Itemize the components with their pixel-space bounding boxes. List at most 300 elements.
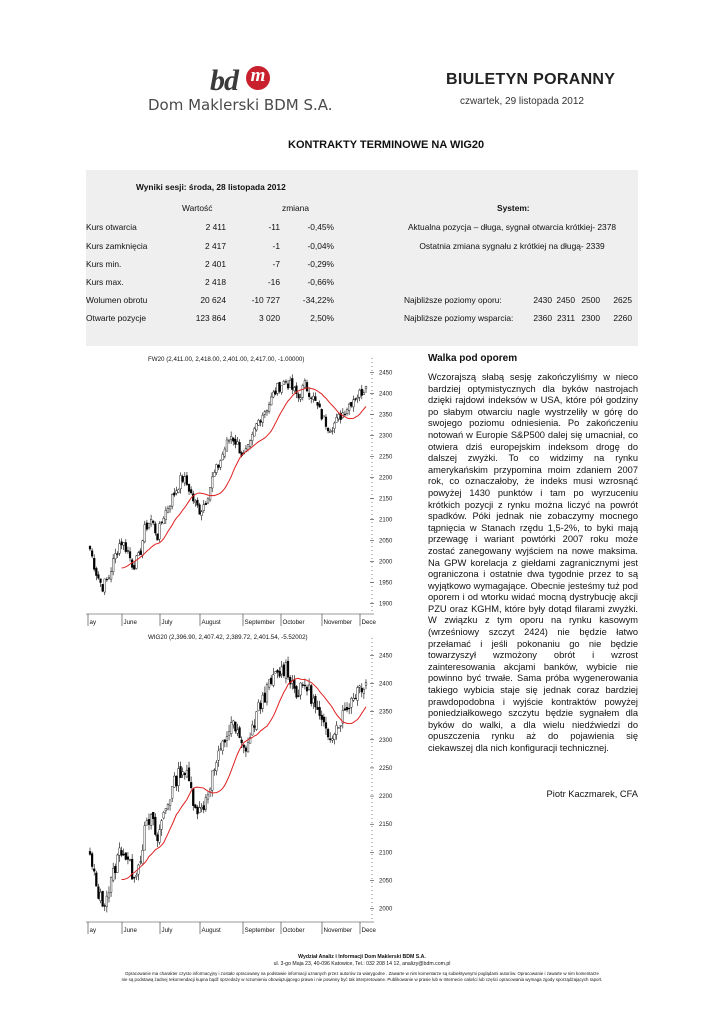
row-pct: -0,45% <box>307 222 334 232</box>
candle-up <box>207 499 209 503</box>
candle-up <box>268 680 270 687</box>
candle-down <box>302 685 304 686</box>
y-tick-label: 2350 <box>379 709 393 716</box>
candle-down <box>190 490 192 493</box>
candle-down <box>325 417 327 427</box>
candle-down <box>327 729 329 737</box>
candle-up <box>169 506 171 509</box>
candle-up <box>119 848 121 855</box>
candle-up <box>205 798 207 810</box>
chart-title: WIG20 (2,396.90, 2,407.42, 2,389.72, 2,401.54, -5.52002) <box>148 634 308 641</box>
candle-up <box>150 815 152 826</box>
candle-down <box>239 728 241 738</box>
candle-up <box>211 477 213 488</box>
candle-up <box>220 749 222 750</box>
x-tick-label: July <box>161 927 173 934</box>
candle-up <box>100 892 102 901</box>
candle-up <box>165 510 167 520</box>
candle-up <box>123 543 125 546</box>
candle-down <box>218 465 220 467</box>
candle-down <box>355 399 357 400</box>
candle-up <box>104 579 106 592</box>
row-label: Otwarte pozycje <box>86 313 147 323</box>
candle-up <box>182 772 184 775</box>
candle-up <box>169 800 171 806</box>
candle-up <box>352 698 354 700</box>
candle-up <box>348 404 350 410</box>
candle-up <box>129 859 131 860</box>
candle-up <box>228 440 230 441</box>
y-tick-label: 2000 <box>379 906 393 913</box>
candle-down <box>152 521 154 523</box>
candle-up <box>163 812 165 818</box>
x-tick-label: September <box>244 619 275 626</box>
candle-down <box>121 542 123 545</box>
candle-up <box>302 385 304 397</box>
candle-up <box>331 431 333 432</box>
candle-down <box>203 805 205 809</box>
candle-up <box>283 381 285 384</box>
y-tick-label: 2100 <box>379 517 393 524</box>
candle-up <box>289 380 291 387</box>
candle-down <box>205 503 207 504</box>
candle-up <box>226 737 228 741</box>
candle-down <box>186 476 188 485</box>
logo-m-circle: m <box>246 66 270 90</box>
candle-up <box>300 398 302 400</box>
candle-down <box>298 696 300 697</box>
candle-down <box>140 551 142 555</box>
candle-up <box>171 787 173 799</box>
company-name: Dom Maklerski BDM S.A. <box>148 96 333 114</box>
candle-up <box>142 541 144 555</box>
candle-down <box>152 812 154 819</box>
candle-up <box>142 850 144 863</box>
candle-down <box>279 671 281 676</box>
candle-down <box>91 551 93 556</box>
footer-disclaimer-2: nie są podstawą żadnej rekomendacji kupna bądź sprzedaży w rozumieniu obowiązującego prawa i nie powinny być tak interpretowane. Publikowanie w prasie lub w Internecie całości lub części opracowania wymaga zgody sporządzających raport. <box>121 977 603 982</box>
charts-area <box>86 352 393 944</box>
candle-down <box>192 494 194 501</box>
candle-down <box>277 670 279 672</box>
footer <box>86 954 638 983</box>
candle-up <box>336 417 338 422</box>
candle-up <box>106 896 108 906</box>
candle-up <box>281 667 283 674</box>
row-label: Kurs max. <box>86 277 124 287</box>
candle-up <box>230 723 232 734</box>
x-tick-label: November <box>323 927 353 934</box>
candle-up <box>226 440 228 451</box>
candle-up <box>186 770 188 777</box>
candle-up <box>346 409 348 413</box>
x-tick-label: June <box>123 927 137 934</box>
candle-down <box>310 686 312 704</box>
candle-down <box>355 698 357 699</box>
y-tick-label: 2450 <box>379 370 393 377</box>
candle-up <box>135 556 137 569</box>
candle-down <box>125 853 127 860</box>
candle-down <box>329 739 331 740</box>
resistance-level: 2625 <box>613 295 632 305</box>
candle-down <box>146 523 148 529</box>
candle-down <box>98 887 100 899</box>
candle-up <box>251 725 253 735</box>
candle-up <box>333 423 335 429</box>
y-tick-label: 2200 <box>379 794 393 801</box>
candle-up <box>108 893 110 898</box>
support-level: 2300 <box>581 313 600 323</box>
row-value: 2 417 <box>205 241 226 251</box>
candle-up <box>258 420 260 425</box>
support-level: 2360 <box>533 313 552 323</box>
article-author: Piotr Kaczmarek, CFA <box>546 789 638 799</box>
candle-down <box>310 398 312 399</box>
candle-down <box>154 524 156 533</box>
y-tick-label: 2050 <box>379 878 393 885</box>
candle-up <box>175 491 177 493</box>
x-tick-label: November <box>323 619 353 626</box>
candle-down <box>127 857 129 860</box>
bulletin-title: BIULETYN PORANNY <box>446 71 616 88</box>
col-header-value: Wartość <box>182 203 213 213</box>
candle-down <box>104 906 106 907</box>
candle-down <box>304 685 306 686</box>
candle-up <box>270 397 272 405</box>
candle-up <box>256 712 258 730</box>
candle-up <box>228 731 230 735</box>
row-change: -7 <box>272 259 280 269</box>
candle-up <box>363 393 365 395</box>
resistance-level: 2450 <box>556 295 575 305</box>
candle-down <box>197 807 199 814</box>
candle-down <box>232 438 234 442</box>
candle-down <box>234 722 236 731</box>
candle-down <box>100 579 102 583</box>
x-tick-label: Dece <box>361 619 376 626</box>
candle-down <box>287 384 289 388</box>
candle-up <box>144 525 146 542</box>
candle-up <box>323 416 325 417</box>
support-label: Najbliższe poziomy wsparcia: <box>404 313 514 323</box>
candle-down <box>253 726 255 728</box>
y-tick-label: 2250 <box>379 454 393 461</box>
bulletin-date: czwartek, 29 listopada 2012 <box>460 96 584 107</box>
candle-up <box>357 688 359 701</box>
candle-down <box>106 579 108 580</box>
candle-up <box>350 698 352 707</box>
candle-down <box>306 382 308 391</box>
row-value: 2 401 <box>205 259 226 269</box>
candle-down <box>180 766 182 777</box>
system-label: System: <box>497 203 530 213</box>
candle-up <box>365 386 367 389</box>
row-value: 2 418 <box>205 277 226 287</box>
candle-up <box>163 518 165 524</box>
candle-up <box>216 763 218 771</box>
candle-down <box>192 789 194 806</box>
candle-down <box>315 696 317 707</box>
candle-up <box>262 415 264 422</box>
candle-up <box>312 698 314 703</box>
candle-down <box>293 680 295 689</box>
y-tick-label: 2050 <box>379 538 393 545</box>
y-tick-label: 2300 <box>379 737 393 744</box>
candle-up <box>112 559 114 572</box>
row-change: -16 <box>267 277 280 287</box>
candle-up <box>199 808 201 813</box>
y-tick-label: 2250 <box>379 765 393 772</box>
x-tick-label: ay <box>89 927 97 934</box>
x-tick-label: July <box>161 619 173 626</box>
row-pct: 2,50% <box>310 313 334 323</box>
candle-down <box>344 414 346 415</box>
candle-up <box>275 672 277 674</box>
candle-up <box>114 553 116 558</box>
candle-down <box>188 768 190 781</box>
candle-down <box>131 859 133 879</box>
candle-up <box>304 381 306 387</box>
candle-up <box>171 494 173 506</box>
candle-down <box>321 715 323 720</box>
candle-down <box>197 500 199 505</box>
candle-down <box>291 378 293 389</box>
candle-down <box>95 873 97 886</box>
candle-down <box>270 678 272 684</box>
candle-up <box>237 442 239 445</box>
resistance-level: 2500 <box>581 295 600 305</box>
candle-up <box>258 702 260 710</box>
y-tick-label: 2000 <box>379 559 393 566</box>
company-logo <box>148 62 333 122</box>
candle-up <box>222 454 224 460</box>
candle-up <box>312 396 314 399</box>
candle-up <box>150 519 152 524</box>
candle-down <box>89 546 91 549</box>
candle-up <box>336 725 338 734</box>
candle-up <box>338 728 340 729</box>
x-tick-label: June <box>123 619 137 626</box>
candle-up <box>272 392 274 397</box>
x-tick-label: August <box>201 619 221 626</box>
row-change: -11 <box>268 222 280 232</box>
candle-down <box>173 493 175 495</box>
row-label: Kurs zamknięcia <box>86 241 148 251</box>
candle-down <box>188 484 190 491</box>
candle-down <box>317 707 319 709</box>
candle-up <box>285 663 287 679</box>
footer-disclaimer-1: Opracowanie ma charakter czysto informacyjny i zostało opracowany na podstawie informacji uznanych przez autorów za wiarygodne . Zawarte w nim komentarze są subiektywnymi poglądami autorów. Opracowanie i zawarte w nim komentarze <box>125 971 599 976</box>
candle-up <box>300 683 302 695</box>
candle-down <box>234 439 236 444</box>
candle-down <box>243 745 245 748</box>
footer-department: Wydział Analiz i Informacji Dom Maklerski BDM S.A. <box>298 954 426 960</box>
candle-up <box>119 544 121 554</box>
y-tick-label: 1950 <box>379 580 393 587</box>
candle-down <box>95 568 97 575</box>
session-title: Wyniki sesji: środa, 28 listopada 2012 <box>136 182 286 192</box>
y-tick-label: 2450 <box>379 653 393 660</box>
candle-down <box>264 693 266 702</box>
candle-up <box>272 675 274 686</box>
candle-down <box>260 421 262 423</box>
candle-up <box>201 807 203 808</box>
candle-up <box>194 501 196 502</box>
candle-down <box>285 381 287 382</box>
y-tick-label: 2150 <box>379 822 393 829</box>
candle-down <box>283 665 285 676</box>
candle-up <box>213 472 215 476</box>
footer-address: ul. 3-go Maja 23, 40-096 Katowice, Tel.: 032 208 14 12, analizy@bdm.com.pl <box>273 961 451 967</box>
candle-up <box>352 400 354 407</box>
candle-up <box>249 441 251 447</box>
system-last-change: Ostatnia zmiana sygnału z krótkiej na długą- 2339 <box>419 241 605 251</box>
row-pct: -0,66% <box>307 277 334 287</box>
candle-up <box>232 721 234 725</box>
candle-down <box>93 869 95 871</box>
y-tick-label: 1900 <box>379 601 393 608</box>
row-value: 20 624 <box>200 295 226 305</box>
candle-up <box>211 771 213 790</box>
candle-up <box>357 397 359 398</box>
x-tick-label: September <box>244 927 275 934</box>
candle-down <box>319 404 321 407</box>
candle-down <box>182 476 184 481</box>
candle-down <box>148 819 150 824</box>
candle-up <box>264 412 266 415</box>
candle-down <box>260 703 262 709</box>
candle-up <box>203 505 205 511</box>
y-tick-label: 2400 <box>379 391 393 398</box>
candle-up <box>308 685 310 689</box>
candle-down <box>133 877 135 878</box>
candle-up <box>167 804 169 809</box>
candle-down <box>199 505 201 514</box>
candle-up <box>329 431 331 432</box>
candle-down <box>133 565 135 569</box>
candle-down <box>114 866 116 873</box>
candle-up <box>159 524 161 540</box>
candle-up <box>365 683 367 686</box>
candle-up <box>112 868 114 880</box>
row-pct: -0,29% <box>307 259 334 269</box>
candle-down <box>224 740 226 743</box>
candle-down <box>306 687 308 691</box>
candle-up <box>178 769 180 786</box>
y-tick-label: 2350 <box>379 412 393 419</box>
candle-down <box>287 661 289 677</box>
candle-down <box>175 776 177 786</box>
candle-down <box>275 391 277 394</box>
candle-down <box>317 402 319 405</box>
candle-up <box>161 821 163 829</box>
row-label: Wolumen obrotu <box>86 295 148 305</box>
candle-up <box>266 685 268 702</box>
candle-down <box>344 709 346 710</box>
candle-up <box>333 734 335 739</box>
candle-down <box>184 773 186 775</box>
row-pct: -34,22% <box>302 295 334 305</box>
candle-up <box>266 411 268 412</box>
moving-average-line <box>122 678 366 879</box>
candle-down <box>361 688 363 692</box>
candle-up <box>180 475 182 488</box>
candle-up <box>251 434 253 440</box>
candle-down <box>129 552 131 558</box>
resistance-label: Najbliższe poziomy oporu: <box>404 295 502 305</box>
candle-down <box>350 402 352 406</box>
candle-up <box>209 487 211 500</box>
article-body: Wczorajszą słabą sesję zakończyliśmy w nieco bardziej optymistycznych dla byków nastrojach dzięki rajdowi indeksów w USA, które pół godziny po słabym otwarciu nagle wystrzeliły w górę do swojego poziomu odniesienia. Po zakończeniu notowań w Europie S&P500 dalej się umacniał, co otwiera dziś europejskim indeksom drogę do dalszej zwyżki. To co widzimy na rynku amerykańskim przypomina moim zdaniem 2007 rok, co oznaczałoby, że indeks musi wzrosnąć powyżej 1430 punktów i tam po wyrzuceniu krótkich pozycji z rynku można liczyć na powrót spadków. Póki jednak nie zobaczymy mocnego tąpnięcia w Stanach rzędu 1,5-2%, to byki mają przewagę i wariant powtórki 2007 roku może zostać zanegowany wyjściem na nowe maksima. Na GPW korelacja z giełdami zagranicznymi jest ograniczona i ostatnie dwa tygodnie przez to są wyjątkowo wymagające. Obecnie jesteśmy tuż pod oporem i od wtorku widać mocną dystrybucję akcji PZU oraz KGHM, które były dotąd filarami zwyżki. W związku z tym oporu na rynku kasowym (wrześniowy szczyt 2424) nie będzie łatwo przełamać i jeśli pokonaniu go nie będzie towarzyszył wzmożony obrót i wzrost zainteresowania akcjami banków, wybicie nie powinno być trwałe. Sama próba wygenerowania takiego wybicia staje się jednak coraz bardziej prawdopodobna i wyjście kontraktów powyżej poniedziałkowego szczytu będzie sygnałem dla byków do walki, a dla wielu niedźwiedzi do opuszczenia rynku aż do pojawienia się ciekawszej dla nich konfiguracji technicznej. <box>428 372 638 753</box>
candle-up <box>167 508 169 512</box>
candle-down <box>319 707 321 715</box>
candle-down <box>308 393 310 397</box>
candle-up <box>138 553 140 556</box>
candle-up <box>140 862 142 863</box>
row-value: 2 411 <box>205 222 226 232</box>
candle-down <box>239 442 241 453</box>
candle-down <box>327 428 329 431</box>
candle-down <box>125 542 127 551</box>
candle-up <box>216 464 218 472</box>
candle-up <box>165 808 167 810</box>
y-tick-label: 2400 <box>379 681 393 688</box>
x-tick-label: October <box>282 619 305 626</box>
candle-up <box>338 414 340 419</box>
candle-up <box>363 690 365 694</box>
candle-down <box>190 782 192 787</box>
candle-up <box>218 751 220 760</box>
x-tick-label: Dece <box>361 927 376 934</box>
candle-up <box>262 695 264 708</box>
commentary-article <box>428 353 638 799</box>
row-label: Kurs min. <box>86 259 122 269</box>
candle-down <box>161 522 163 523</box>
x-tick-label: October <box>282 927 305 934</box>
row-change: -1 <box>272 241 280 251</box>
candle-up <box>268 405 270 412</box>
row-value: 123 864 <box>195 313 226 323</box>
candle-up <box>359 390 361 397</box>
candle-up <box>213 770 215 771</box>
candle-down <box>296 686 298 697</box>
candle-down <box>325 723 327 729</box>
candle-up <box>253 428 255 436</box>
candle-up <box>135 875 137 876</box>
logo-mark: bd <box>210 64 238 97</box>
candle-up <box>359 686 361 687</box>
candle-down <box>98 575 100 579</box>
candle-up <box>108 577 110 578</box>
candle-down <box>93 558 95 569</box>
candle-up <box>184 477 186 483</box>
candle-up <box>222 741 224 751</box>
candle-up <box>281 386 283 393</box>
system-position: Aktualna pozycja – długa, sygnał otwarcia krótkiej- 2378 <box>407 222 617 232</box>
y-tick-label: 2100 <box>379 850 393 857</box>
y-tick-label: 2150 <box>379 496 393 503</box>
article-title: Walka pod oporem <box>428 353 518 364</box>
candle-down <box>298 394 300 398</box>
candle-down <box>315 397 317 401</box>
row-change: 3 020 <box>259 313 280 323</box>
candle-down <box>361 389 363 395</box>
row-change: -10 727 <box>251 295 280 305</box>
candle-up <box>144 826 146 850</box>
candle-up <box>224 449 226 456</box>
candle-down <box>102 891 104 906</box>
section-title: KONTRAKTY TERMINOWE NA WIG20 <box>288 139 485 151</box>
